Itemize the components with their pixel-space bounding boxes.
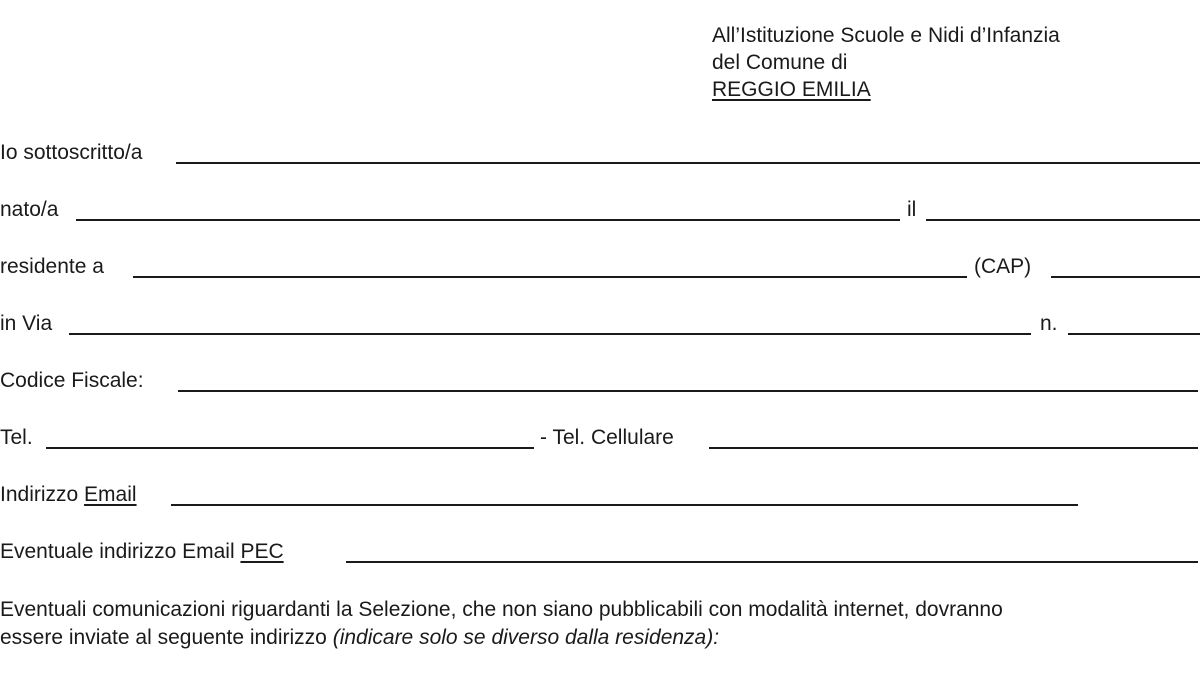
addressee-line-2: del Comune di xyxy=(712,51,848,74)
pec-label xyxy=(0,539,284,565)
numero-field[interactable] xyxy=(1068,333,1200,335)
email-label-prefix: Indirizzo xyxy=(0,483,79,506)
sottoscritto-input[interactable] xyxy=(176,160,1200,184)
email-field[interactable] xyxy=(171,504,1078,506)
email-input[interactable] xyxy=(171,502,1078,526)
nato-label: nato/a xyxy=(0,198,59,221)
pec-label-word: PEC xyxy=(240,540,284,563)
row-pec xyxy=(0,539,1200,569)
row-codice-fiscale xyxy=(0,368,1200,398)
paragraph-line-1: Eventuali comunicazioni riguardanti la Selezione, che non siano pubblicabili con modalità internet, dovranno xyxy=(0,598,1003,621)
numero-input[interactable] xyxy=(1068,331,1200,355)
paragraph-line-2 xyxy=(0,624,1200,652)
residente-field[interactable] xyxy=(133,276,967,278)
via-label: in Via xyxy=(0,312,53,335)
data-nascita-field[interactable] xyxy=(926,219,1200,221)
row-via xyxy=(0,311,1200,341)
nato-field[interactable] xyxy=(76,219,900,221)
sottoscritto-field[interactable] xyxy=(176,162,1200,164)
row-telefono xyxy=(0,425,1200,455)
addressee-city: REGGIO EMILIA xyxy=(712,78,871,101)
cellulare-input[interactable] xyxy=(709,445,1198,469)
row-residente xyxy=(0,254,1200,284)
communications-paragraph xyxy=(0,596,1200,652)
nato-input[interactable] xyxy=(76,217,900,241)
row-sottoscritto xyxy=(0,140,1200,170)
paragraph-line-2-note: (indicare solo se diverso dalla residenza): xyxy=(332,626,720,649)
numero-label: n. xyxy=(1040,312,1058,335)
tel-input[interactable] xyxy=(46,445,534,469)
tel-label: Tel. xyxy=(0,426,33,449)
codice-fiscale-label: Codice Fiscale: xyxy=(0,369,144,392)
codice-fiscale-field[interactable] xyxy=(178,390,1198,392)
il-label: il xyxy=(907,198,917,221)
pec-label-prefix: Eventuale indirizzo Email xyxy=(0,540,235,563)
email-label-word: Email xyxy=(84,483,137,506)
residente-input[interactable] xyxy=(133,274,967,298)
cap-input[interactable] xyxy=(1051,274,1200,298)
email-label xyxy=(0,482,137,508)
via-field[interactable] xyxy=(69,333,1031,335)
codice-fiscale-input[interactable] xyxy=(178,388,1198,412)
row-email xyxy=(0,482,1200,512)
cap-label: (CAP) xyxy=(974,255,1032,278)
sottoscritto-label: Io sottoscritto/a xyxy=(0,141,143,164)
cellulare-field[interactable] xyxy=(709,447,1198,449)
addressee-block xyxy=(712,22,1060,103)
paragraph-line-2-text: essere inviate al seguente indirizzo xyxy=(0,626,327,649)
residente-label: residente a xyxy=(0,255,104,278)
pec-field[interactable] xyxy=(346,561,1198,563)
pec-input[interactable] xyxy=(346,559,1198,583)
cap-field[interactable] xyxy=(1051,276,1200,278)
cellulare-label: - Tel. Cellulare xyxy=(540,426,674,449)
data-nascita-input[interactable] xyxy=(926,217,1200,241)
tel-field[interactable] xyxy=(46,447,534,449)
addressee-line-1: All’Istituzione Scuole e Nidi d’Infanzia xyxy=(712,24,1060,47)
row-nato xyxy=(0,197,1200,227)
via-input[interactable] xyxy=(69,331,1031,355)
